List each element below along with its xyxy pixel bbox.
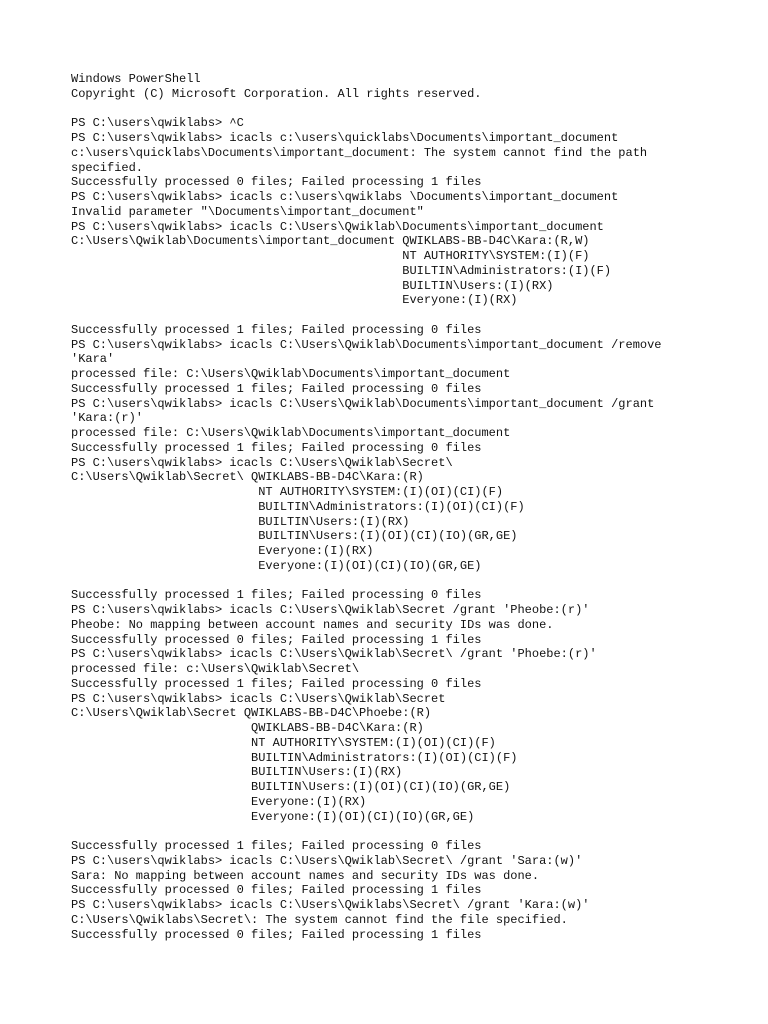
transcript-line: PS C:\users\qwiklabs> icacls C:\Users\Qwiklab\Documents\important_document /remove <box>71 337 662 352</box>
transcript-line: processed file: C:\Users\Qwiklab\Documents\important_document <box>71 367 511 381</box>
transcript-line: BUILTIN\Users:(I)(RX) <box>71 765 403 780</box>
transcript-line: PS C:\users\qwiklabs> icacls C:\Users\Qwiklab\Secret /grant 'Pheobe:(r)' <box>71 603 590 617</box>
transcript-line: Invalid parameter "\Documents\important_document" <box>71 204 424 219</box>
transcript-line: Everyone:(I)(RX) <box>71 794 367 809</box>
transcript-line: Windows PowerShell <box>71 72 201 86</box>
transcript-line: Successfully processed 0 files; Failed processing 1 files <box>71 175 482 190</box>
transcript-line: Successfully processed 1 files; Failed processing 0 files <box>71 440 482 455</box>
transcript-line: specified. <box>71 160 144 175</box>
transcript-line: Everyone:(I)(OI)(CI)(IO)(GR,GE) <box>71 558 482 573</box>
transcript-line: C:\Users\Qwiklab\Documents\important_document QWIKLABS-BB-D4C\Kara:(R,W) <box>71 234 590 249</box>
transcript-line: Successfully processed 0 files; Failed processing 1 files <box>71 883 482 898</box>
blank-line <box>71 308 761 323</box>
transcript-line: PS C:\users\qwiklabs> icacls c:\users\qwiklabs \Documents\important_document <box>71 190 619 204</box>
transcript-line: Successfully processed 1 files; Failed processing 0 files <box>71 839 482 853</box>
blank-line <box>71 102 761 117</box>
transcript-line: PS C:\users\qwiklabs> icacls C:\Users\Qwiklab\Documents\important_document <box>71 219 604 234</box>
transcript-line: C:\Users\Qwiklabs\Secret\: The system cannot find the file specified. <box>71 912 568 927</box>
transcript-line: Pheobe: No mapping between account names and security IDs was done. <box>71 617 554 632</box>
transcript-line: Everyone:(I)(RX) <box>71 544 374 558</box>
transcript-line: PS C:\users\qwiklabs> icacls C:\Users\Qwiklab\Secret\ /grant 'Phoebe:(r)' <box>71 647 597 662</box>
transcript-line: c:\users\quicklabs\Documents\important_document: The system cannot find the path <box>71 145 648 160</box>
transcript-line: Everyone:(I)(RX) <box>71 293 518 308</box>
transcript-line: Everyone:(I)(OI)(CI)(IO)(GR,GE) <box>71 809 475 824</box>
transcript-line: PS C:\users\qwiklabs> icacls C:\Users\Qwiklab\Secret\ <box>71 455 453 470</box>
transcript-line: NT AUTHORITY\SYSTEM:(I)(OI)(CI)(F) <box>71 735 496 750</box>
transcript-line: BUILTIN\Users:(I)(RX) <box>71 514 410 529</box>
transcript-line: PS C:\users\qwiklabs> icacls C:\Users\Qwiklab\Documents\important_document /grant <box>71 396 655 411</box>
transcript-line: BUILTIN\Administrators:(I)(OI)(CI)(F) <box>71 750 518 765</box>
transcript-line: PS C:\users\qwiklabs> icacls C:\Users\Qwiklab\Secret <box>71 691 446 706</box>
transcript-line: 'Kara' <box>71 352 115 367</box>
transcript-line: BUILTIN\Users:(I)(RX) <box>71 278 554 293</box>
blank-line <box>71 824 761 839</box>
transcript-line: BUILTIN\Users:(I)(OI)(CI)(IO)(GR,GE) <box>71 780 511 794</box>
transcript-line: processed file: C:\Users\Qwiklab\Documents\important_document <box>71 426 511 440</box>
transcript-line: Successfully processed 1 files; Failed processing 0 files <box>71 676 482 691</box>
transcript-line: NT AUTHORITY\SYSTEM:(I)(OI)(CI)(F) <box>71 485 504 499</box>
transcript-line: QWIKLABS-BB-D4C\Kara:(R) <box>71 721 424 735</box>
transcript-line: Copyright (C) Microsoft Corporation. All rights reserved. <box>71 86 482 101</box>
transcript-line: 'Kara:(r)' <box>71 411 144 426</box>
transcript-line: Successfully processed 1 files; Failed processing 0 files <box>71 322 482 337</box>
transcript-line: PS C:\users\qwiklabs> icacls C:\Users\Qwiklab\Secret\ /grant 'Sara:(w)' <box>71 853 583 868</box>
terminal-transcript <box>71 72 761 942</box>
transcript-line: Successfully processed 1 files; Failed processing 0 files <box>71 588 482 603</box>
transcript-line: BUILTIN\Administrators:(I)(F) <box>71 263 612 278</box>
transcript-line: C:\Users\Qwiklab\Secret QWIKLABS-BB-D4C\Phoebe:(R) <box>71 706 432 721</box>
transcript-line: BUILTIN\Users:(I)(OI)(CI)(IO)(GR,GE) <box>71 529 518 544</box>
blank-line <box>71 574 761 589</box>
transcript-line: PS C:\users\qwiklabs> icacls C:\Users\Qwiklabs\Secret\ /grant 'Kara:(w)' <box>71 898 590 912</box>
transcript-line: PS C:\users\qwiklabs> icacls c:\users\quicklabs\Documents\important_document <box>71 131 619 145</box>
transcript-line: PS C:\users\qwiklabs> ^C <box>71 116 244 131</box>
transcript-line: NT AUTHORITY\SYSTEM:(I)(F) <box>71 249 590 263</box>
transcript-line: BUILTIN\Administrators:(I)(OI)(CI)(F) <box>71 499 525 514</box>
transcript-line: Successfully processed 0 files; Failed processing 1 files <box>71 927 482 942</box>
transcript-line: processed file: c:\Users\Qwiklab\Secret\ <box>71 662 360 676</box>
transcript-line: Successfully processed 1 files; Failed processing 0 files <box>71 381 482 396</box>
transcript-line: Successfully processed 0 files; Failed processing 1 files <box>71 632 482 647</box>
transcript-line: Sara: No mapping between account names and security IDs was done. <box>71 868 540 883</box>
transcript-line: C:\Users\Qwiklab\Secret\ QWIKLABS-BB-D4C\Kara:(R) <box>71 470 424 485</box>
